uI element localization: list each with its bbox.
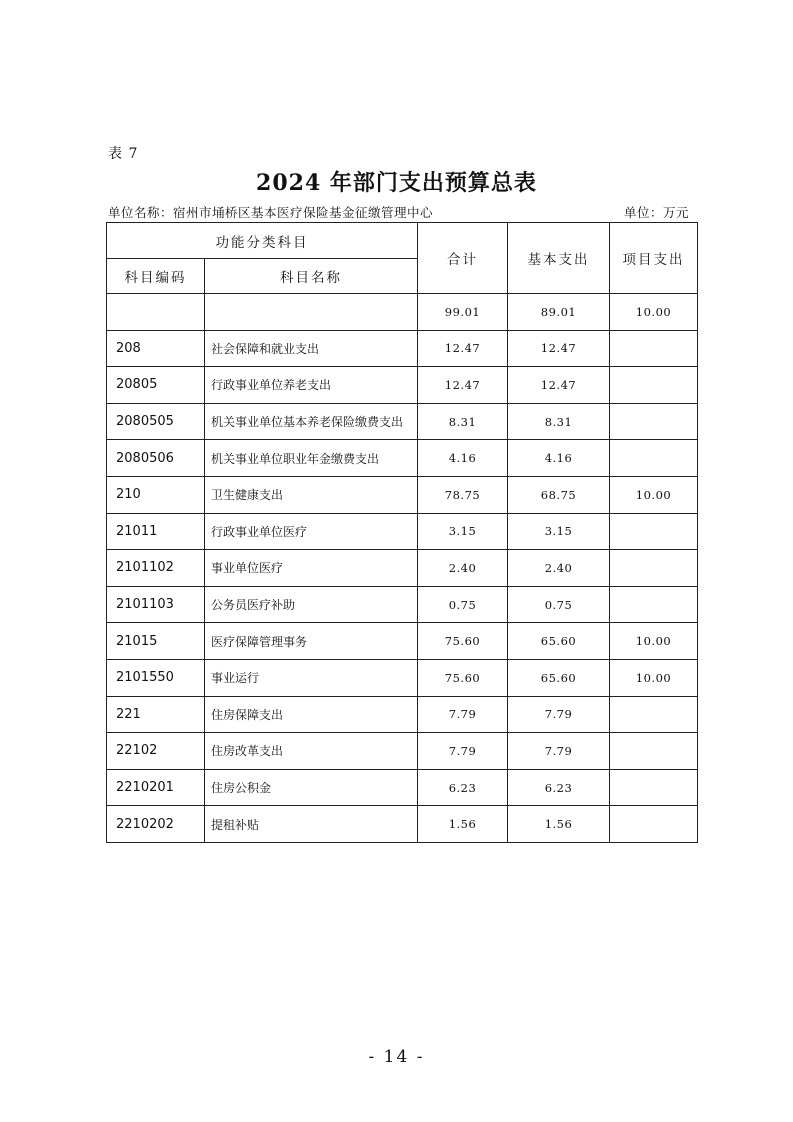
total-value: 6.23 (418, 769, 508, 806)
subject-name: 住房保障支出 (205, 696, 418, 733)
header-subject-code: 科目编码 (107, 259, 205, 294)
total-value: 0.75 (418, 586, 508, 623)
total-value: 3.15 (418, 513, 508, 550)
table-row (107, 440, 698, 477)
project-value: 10.00 (610, 623, 698, 660)
basic-value: 1.56 (508, 806, 610, 843)
total-value: 12.47 (418, 330, 508, 367)
total-value: 7.79 (418, 733, 508, 770)
project-value (610, 550, 698, 587)
table-row (107, 476, 698, 513)
document-title: 2024 年部门支出预算总表 (256, 170, 537, 196)
project-value (610, 769, 698, 806)
total-value: 8.31 (418, 403, 508, 440)
header-basic-expenditure: 基本支出 (508, 223, 610, 294)
subject-code (107, 294, 205, 331)
basic-value: 89.01 (508, 294, 610, 331)
project-value (610, 513, 698, 550)
table-row (107, 513, 698, 550)
subject-name: 社会保障和就业支出 (205, 330, 418, 367)
total-value: 78.75 (418, 476, 508, 513)
total-value: 99.01 (418, 294, 508, 331)
basic-value: 7.79 (508, 696, 610, 733)
project-value (610, 586, 698, 623)
budget-table (106, 222, 698, 843)
header-total: 合计 (418, 223, 508, 294)
basic-value: 68.75 (508, 476, 610, 513)
project-value: 10.00 (610, 294, 698, 331)
subject-name: 卫生健康支出 (205, 476, 418, 513)
table-row (107, 367, 698, 404)
subject-name: 机关事业单位职业年金缴费支出 (205, 440, 418, 477)
subject-name: 医疗保障管理事务 (205, 623, 418, 660)
basic-value: 0.75 (508, 586, 610, 623)
basic-value: 2.40 (508, 550, 610, 587)
subject-code: 22102 (107, 733, 205, 770)
subject-code: 221 (107, 696, 205, 733)
project-value (610, 330, 698, 367)
project-value (610, 696, 698, 733)
header-row (107, 223, 698, 259)
total-value: 2.40 (418, 550, 508, 587)
basic-value: 65.60 (508, 623, 610, 660)
table-row (107, 659, 698, 696)
subject-code: 20805 (107, 367, 205, 404)
total-value: 1.56 (418, 806, 508, 843)
table-label: 表 7 (108, 146, 139, 162)
subject-name: 事业单位医疗 (205, 550, 418, 587)
basic-value: 4.16 (508, 440, 610, 477)
total-value: 75.60 (418, 659, 508, 696)
subject-code: 21011 (107, 513, 205, 550)
project-value: 10.00 (610, 476, 698, 513)
subject-name: 公务员医疗补助 (205, 586, 418, 623)
project-value (610, 733, 698, 770)
table-row (107, 586, 698, 623)
basic-value: 12.47 (508, 367, 610, 404)
table-row (107, 769, 698, 806)
table-row (107, 330, 698, 367)
header-project-expenditure: 项目支出 (610, 223, 698, 294)
basic-value: 7.79 (508, 733, 610, 770)
subject-name: 提租补贴 (205, 806, 418, 843)
subject-code: 2101550 (107, 659, 205, 696)
table-row (107, 550, 698, 587)
subject-name: 行政事业单位医疗 (205, 513, 418, 550)
subject-code: 21015 (107, 623, 205, 660)
header-subject-name: 科目名称 (205, 259, 418, 294)
subject-code: 2101102 (107, 550, 205, 587)
total-value: 75.60 (418, 623, 508, 660)
project-value (610, 806, 698, 843)
subject-code: 2080506 (107, 440, 205, 477)
header-function-category: 功能分类科目 (107, 223, 418, 259)
total-value: 12.47 (418, 367, 508, 404)
project-value: 10.00 (610, 659, 698, 696)
subject-code: 2210201 (107, 769, 205, 806)
subject-code: 2210202 (107, 806, 205, 843)
table-row (107, 623, 698, 660)
page-number: - 14 - (368, 1047, 425, 1067)
subject-code: 2101103 (107, 586, 205, 623)
table-row (107, 733, 698, 770)
table-row (107, 403, 698, 440)
table-body (107, 294, 698, 843)
unit-label: 单位：万元 (623, 205, 689, 220)
table-row (107, 806, 698, 843)
basic-value: 3.15 (508, 513, 610, 550)
unit-name: 单位名称：宿州市埇桥区基本医疗保险基金征缴管理中心 (108, 205, 434, 220)
basic-value: 6.23 (508, 769, 610, 806)
project-value (610, 440, 698, 477)
subject-name: 机关事业单位基本养老保险缴费支出 (205, 403, 418, 440)
project-value (610, 367, 698, 404)
basic-value: 12.47 (508, 330, 610, 367)
table-row (107, 696, 698, 733)
basic-value: 65.60 (508, 659, 610, 696)
project-value (610, 403, 698, 440)
table-row (107, 294, 698, 331)
subject-name (205, 294, 418, 331)
basic-value: 8.31 (508, 403, 610, 440)
total-value: 4.16 (418, 440, 508, 477)
subject-code: 210 (107, 476, 205, 513)
subject-name: 事业运行 (205, 659, 418, 696)
subject-name: 行政事业单位养老支出 (205, 367, 418, 404)
total-value: 7.79 (418, 696, 508, 733)
subject-name: 住房公积金 (205, 769, 418, 806)
subject-code: 208 (107, 330, 205, 367)
subject-name: 住房改革支出 (205, 733, 418, 770)
subject-code: 2080505 (107, 403, 205, 440)
